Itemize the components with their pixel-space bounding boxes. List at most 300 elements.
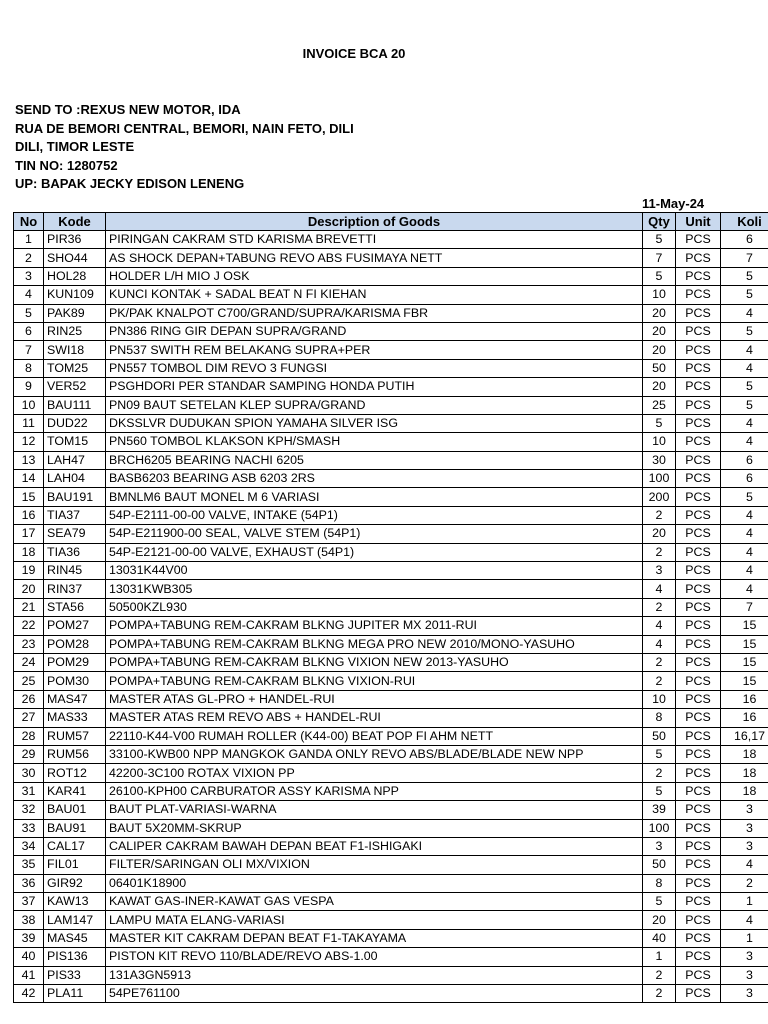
cell-unit: PCS: [676, 598, 721, 616]
cell-koli: 1: [721, 893, 768, 911]
cell-unit: PCS: [676, 286, 721, 304]
cell-koli: 18: [721, 764, 768, 782]
table-row: [14, 727, 768, 745]
cell-qty: 2: [643, 598, 676, 616]
cell-qty: 8: [643, 874, 676, 892]
cell-unit: PCS: [676, 433, 721, 451]
cell-no: 5: [14, 304, 44, 322]
cell-kode: POM29: [44, 653, 106, 671]
cell-description: 06401K18900: [106, 874, 643, 892]
cell-description: PISTON KIT REVO 110/BLADE/REVO ABS-1.00: [106, 948, 643, 966]
cell-koli: 4: [721, 506, 768, 524]
cell-no: 12: [14, 433, 44, 451]
cell-qty: 20: [643, 525, 676, 543]
cell-kode: TIA36: [44, 543, 106, 561]
cell-description: POMPA+TABUNG REM-CAKRAM BLKNG VIXION NEW 2013-YASUHO: [106, 653, 643, 671]
table-row: [14, 267, 768, 285]
recipient-address-block: [15, 101, 354, 194]
cell-qty: 4: [643, 580, 676, 598]
cell-kode: VER52: [44, 378, 106, 396]
cell-description: BMNLM6 BAUT MONEL M 6 VARIASI: [106, 488, 643, 506]
cell-koli: 5: [721, 267, 768, 285]
cell-kode: MAS33: [44, 709, 106, 727]
cell-no: 42: [14, 985, 44, 1003]
cell-description: PN560 TOMBOL KLAKSON KPH/SMASH: [106, 433, 643, 451]
cell-description: PN09 BAUT SETELAN KLEP SUPRA/GRAND: [106, 396, 643, 414]
cell-no: 30: [14, 764, 44, 782]
cell-no: 23: [14, 635, 44, 653]
cell-qty: 20: [643, 304, 676, 322]
cell-qty: 5: [643, 782, 676, 800]
cell-unit: PCS: [676, 267, 721, 285]
cell-unit: PCS: [676, 617, 721, 635]
table-row: [14, 580, 768, 598]
address-line-2: DILI, TIMOR LESTE: [15, 139, 135, 155]
cell-kode: MAS47: [44, 690, 106, 708]
cell-no: 6: [14, 322, 44, 340]
table-row: [14, 966, 768, 984]
table-row: [14, 929, 768, 947]
cell-koli: 2: [721, 874, 768, 892]
cell-no: 27: [14, 709, 44, 727]
cell-qty: 5: [643, 745, 676, 763]
cell-description: FILTER/SARINGAN OLI MX/VIXION: [106, 856, 643, 874]
table-row: [14, 745, 768, 763]
cell-qty: 10: [643, 690, 676, 708]
table-row: [14, 598, 768, 616]
cell-description: POMPA+TABUNG REM-CAKRAM BLKNG JUPITER MX 2011-RUI: [106, 617, 643, 635]
table-row: [14, 525, 768, 543]
cell-no: 31: [14, 782, 44, 800]
cell-no: 22: [14, 617, 44, 635]
cell-qty: 2: [643, 672, 676, 690]
cell-koli: 3: [721, 819, 768, 837]
table-row: [14, 893, 768, 911]
cell-description: BAUT PLAT-VARIASI-WARNA: [106, 801, 643, 819]
cell-no: 9: [14, 378, 44, 396]
cell-no: 18: [14, 543, 44, 561]
cell-qty: 7: [643, 249, 676, 267]
cell-koli: 5: [721, 396, 768, 414]
table-row: [14, 635, 768, 653]
cell-koli: 5: [721, 378, 768, 396]
cell-qty: 20: [643, 322, 676, 340]
cell-koli: 5: [721, 488, 768, 506]
cell-qty: 20: [643, 378, 676, 396]
cell-no: 41: [14, 966, 44, 984]
cell-no: 15: [14, 488, 44, 506]
cell-description: PN557 TOMBOL DIM REVO 3 FUNGSI: [106, 359, 643, 377]
table-row: [14, 653, 768, 671]
table-row: [14, 562, 768, 580]
cell-no: 10: [14, 396, 44, 414]
cell-no: 11: [14, 414, 44, 432]
cell-no: 8: [14, 359, 44, 377]
cell-koli: 4: [721, 856, 768, 874]
cell-unit: PCS: [676, 874, 721, 892]
cell-kode: PAK89: [44, 304, 106, 322]
cell-kode: SHO44: [44, 249, 106, 267]
cell-qty: 2: [643, 985, 676, 1003]
cell-kode: KAR41: [44, 782, 106, 800]
cell-kode: RIN25: [44, 322, 106, 340]
cell-koli: 16,17: [721, 727, 768, 745]
cell-qty: 10: [643, 433, 676, 451]
table-row: [14, 856, 768, 874]
table-row: [14, 249, 768, 267]
cell-description: 13031KWB305: [106, 580, 643, 598]
cell-unit: PCS: [676, 470, 721, 488]
table-header-row: [14, 213, 768, 231]
cell-kode: SWI18: [44, 341, 106, 359]
cell-qty: 39: [643, 801, 676, 819]
cell-no: 35: [14, 856, 44, 874]
cell-no: 37: [14, 893, 44, 911]
cell-koli: 3: [721, 985, 768, 1003]
cell-koli: 1: [721, 929, 768, 947]
cell-description: 33100-KWB00 NPP MANGKOK GANDA ONLY REVO ABS/BLADE/BLADE NEW NPP: [106, 745, 643, 763]
cell-qty: 5: [643, 893, 676, 911]
cell-koli: 5: [721, 286, 768, 304]
cell-kode: BAU91: [44, 819, 106, 837]
cell-unit: PCS: [676, 966, 721, 984]
cell-qty: 100: [643, 470, 676, 488]
cell-kode: TOM25: [44, 359, 106, 377]
cell-unit: PCS: [676, 414, 721, 432]
cell-description: 26100-KPH00 CARBURATOR ASSY KARISMA NPP: [106, 782, 643, 800]
cell-no: 26: [14, 690, 44, 708]
cell-no: 39: [14, 929, 44, 947]
cell-description: 54P-E2111-00-00 VALVE, INTAKE (54P1): [106, 506, 643, 524]
table-row: [14, 488, 768, 506]
cell-description: 54PE761100: [106, 985, 643, 1003]
cell-kode: POM28: [44, 635, 106, 653]
cell-koli: 15: [721, 653, 768, 671]
table-row: [14, 801, 768, 819]
cell-koli: 4: [721, 414, 768, 432]
cell-no: 19: [14, 562, 44, 580]
cell-unit: PCS: [676, 562, 721, 580]
cell-qty: 30: [643, 451, 676, 469]
cell-description: PN537 SWITH REM BELAKANG SUPRA+PER: [106, 341, 643, 359]
cell-no: 28: [14, 727, 44, 745]
cell-no: 24: [14, 653, 44, 671]
table-row: [14, 396, 768, 414]
cell-qty: 4: [643, 635, 676, 653]
cell-unit: PCS: [676, 801, 721, 819]
cell-no: 20: [14, 580, 44, 598]
table-row: [14, 782, 768, 800]
cell-koli: 4: [721, 543, 768, 561]
cell-koli: 4: [721, 911, 768, 929]
cell-kode: LAH47: [44, 451, 106, 469]
cell-no: 40: [14, 948, 44, 966]
table-row: [14, 819, 768, 837]
cell-unit: PCS: [676, 322, 721, 340]
cell-description: BRCH6205 BEARING NACHI 6205: [106, 451, 643, 469]
table-row: [14, 470, 768, 488]
table-row: [14, 672, 768, 690]
cell-no: 14: [14, 470, 44, 488]
table-row: [14, 506, 768, 524]
cell-qty: 3: [643, 837, 676, 855]
cell-kode: BAU191: [44, 488, 106, 506]
cell-unit: PCS: [676, 911, 721, 929]
cell-koli: 3: [721, 966, 768, 984]
cell-unit: PCS: [676, 690, 721, 708]
cell-unit: PCS: [676, 525, 721, 543]
cell-unit: PCS: [676, 727, 721, 745]
cell-unit: PCS: [676, 359, 721, 377]
cell-koli: 4: [721, 359, 768, 377]
cell-description: CALIPER CAKRAM BAWAH DEPAN BEAT F1-ISHIGAKI: [106, 837, 643, 855]
cell-koli: 16: [721, 690, 768, 708]
cell-unit: PCS: [676, 782, 721, 800]
cell-qty: 50: [643, 727, 676, 745]
cell-kode: PIS33: [44, 966, 106, 984]
cell-no: 7: [14, 341, 44, 359]
cell-koli: 16: [721, 709, 768, 727]
cell-unit: PCS: [676, 451, 721, 469]
cell-unit: PCS: [676, 653, 721, 671]
cell-description: MASTER ATAS GL-PRO + HANDEL-RUI: [106, 690, 643, 708]
cell-description: MASTER KIT CAKRAM DEPAN BEAT F1-TAKAYAMA: [106, 929, 643, 947]
header-description: Description of Goods: [106, 213, 643, 231]
cell-description: POMPA+TABUNG REM-CAKRAM BLKNG MEGA PRO NEW 2010/MONO-YASUHO: [106, 635, 643, 653]
cell-koli: 6: [721, 451, 768, 469]
cell-koli: 3: [721, 837, 768, 855]
table-row: [14, 948, 768, 966]
cell-description: KAWAT GAS-INER-KAWAT GAS VESPA: [106, 893, 643, 911]
cell-qty: 40: [643, 929, 676, 947]
cell-no: 21: [14, 598, 44, 616]
goods-table: [13, 212, 768, 1003]
cell-description: 42200-3C100 ROTAX VIXION PP: [106, 764, 643, 782]
cell-qty: 5: [643, 414, 676, 432]
table-row: [14, 322, 768, 340]
cell-kode: STA56: [44, 598, 106, 616]
table-row: [14, 543, 768, 561]
cell-qty: 2: [643, 653, 676, 671]
cell-unit: PCS: [676, 341, 721, 359]
cell-kode: FIL01: [44, 856, 106, 874]
table-row: [14, 433, 768, 451]
cell-qty: 2: [643, 764, 676, 782]
invoice-title: INVOICE BCA 20: [302, 46, 406, 61]
cell-koli: 4: [721, 562, 768, 580]
cell-unit: PCS: [676, 580, 721, 598]
table-row: [14, 985, 768, 1003]
cell-koli: 4: [721, 525, 768, 543]
cell-koli: 4: [721, 341, 768, 359]
cell-description: LAMPU MATA ELANG-VARIASI: [106, 911, 643, 929]
cell-kode: HOL28: [44, 267, 106, 285]
cell-unit: PCS: [676, 764, 721, 782]
cell-unit: PCS: [676, 745, 721, 763]
cell-koli: 4: [721, 433, 768, 451]
cell-kode: GIR92: [44, 874, 106, 892]
table-row: [14, 709, 768, 727]
cell-kode: LAH04: [44, 470, 106, 488]
cell-description: 54P-E211900-00 SEAL, VALVE STEM (54P1): [106, 525, 643, 543]
table-row: [14, 414, 768, 432]
cell-unit: PCS: [676, 856, 721, 874]
table-row: [14, 874, 768, 892]
cell-description: AS SHOCK DEPAN+TABUNG REVO ABS FUSIMAYA NETT: [106, 249, 643, 267]
cell-kode: POM27: [44, 617, 106, 635]
cell-description: 50500KZL930: [106, 598, 643, 616]
table-row: [14, 911, 768, 929]
cell-unit: PCS: [676, 672, 721, 690]
cell-unit: PCS: [676, 837, 721, 855]
cell-description: PIRINGAN CAKRAM STD KARISMA BREVETTI: [106, 231, 643, 249]
cell-kode: RUM57: [44, 727, 106, 745]
cell-unit: PCS: [676, 506, 721, 524]
cell-description: HOLDER L/H MIO J OSK: [106, 267, 643, 285]
cell-unit: PCS: [676, 893, 721, 911]
cell-unit: PCS: [676, 929, 721, 947]
cell-qty: 8: [643, 709, 676, 727]
cell-unit: PCS: [676, 948, 721, 966]
cell-qty: 2: [643, 506, 676, 524]
table-row: [14, 231, 768, 249]
cell-unit: PCS: [676, 635, 721, 653]
table-row: [14, 451, 768, 469]
cell-no: 29: [14, 745, 44, 763]
tin-number: TIN NO: 1280752: [15, 157, 118, 173]
cell-qty: 4: [643, 617, 676, 635]
cell-kode: CAL17: [44, 837, 106, 855]
cell-no: 17: [14, 525, 44, 543]
cell-no: 25: [14, 672, 44, 690]
cell-koli: 18: [721, 782, 768, 800]
cell-no: 33: [14, 819, 44, 837]
send-to-line: SEND TO :REXUS NEW MOTOR, IDA: [15, 102, 241, 117]
header-kode: Kode: [44, 213, 106, 231]
cell-description: DKSSLVR DUDUKAN SPION YAMAHA SILVER ISG: [106, 414, 643, 432]
cell-unit: PCS: [676, 231, 721, 249]
cell-koli: 7: [721, 598, 768, 616]
cell-unit: PCS: [676, 985, 721, 1003]
cell-description: 131A3GN5913: [106, 966, 643, 984]
cell-kode: ROT12: [44, 764, 106, 782]
attention-line: UP: BAPAK JECKY EDISON LENENG: [15, 176, 245, 192]
header-qty: Qty: [643, 213, 676, 231]
cell-unit: PCS: [676, 543, 721, 561]
table-row: [14, 359, 768, 377]
cell-kode: BAU01: [44, 801, 106, 819]
cell-unit: PCS: [676, 396, 721, 414]
cell-koli: 3: [721, 801, 768, 819]
cell-kode: RIN37: [44, 580, 106, 598]
cell-koli: 6: [721, 231, 768, 249]
cell-no: 34: [14, 837, 44, 855]
cell-kode: DUD22: [44, 414, 106, 432]
cell-qty: 100: [643, 819, 676, 837]
table-row: [14, 341, 768, 359]
cell-no: 4: [14, 286, 44, 304]
cell-description: POMPA+TABUNG REM-CAKRAM BLKNG VIXION-RUI: [106, 672, 643, 690]
cell-qty: 5: [643, 267, 676, 285]
cell-qty: 20: [643, 911, 676, 929]
cell-koli: 15: [721, 635, 768, 653]
cell-unit: PCS: [676, 378, 721, 396]
cell-description: 22110-K44-V00 RUMAH ROLLER (K44-00) BEAT POP FI AHM NETT: [106, 727, 643, 745]
table-row: [14, 690, 768, 708]
cell-koli: 15: [721, 672, 768, 690]
cell-koli: 4: [721, 304, 768, 322]
cell-kode: KUN109: [44, 286, 106, 304]
cell-kode: PIS136: [44, 948, 106, 966]
cell-qty: 3: [643, 562, 676, 580]
cell-unit: PCS: [676, 304, 721, 322]
cell-no: 2: [14, 249, 44, 267]
cell-no: 3: [14, 267, 44, 285]
cell-kode: PIR36: [44, 231, 106, 249]
cell-koli: 7: [721, 249, 768, 267]
table-row: [14, 286, 768, 304]
header-no: No: [14, 213, 44, 231]
cell-kode: PLA11: [44, 985, 106, 1003]
cell-unit: PCS: [676, 819, 721, 837]
cell-koli: 6: [721, 470, 768, 488]
cell-kode: TIA37: [44, 506, 106, 524]
cell-qty: 2: [643, 543, 676, 561]
cell-description: MASTER ATAS REM REVO ABS + HANDEL-RUI: [106, 709, 643, 727]
cell-qty: 1: [643, 948, 676, 966]
cell-description: 13031K44V00: [106, 562, 643, 580]
cell-no: 16: [14, 506, 44, 524]
cell-kode: TOM15: [44, 433, 106, 451]
cell-qty: 20: [643, 341, 676, 359]
cell-koli: 18: [721, 745, 768, 763]
cell-kode: POM30: [44, 672, 106, 690]
cell-description: PSGHDORI PER STANDAR SAMPING HONDA PUTIH: [106, 378, 643, 396]
cell-koli: 4: [721, 580, 768, 598]
cell-kode: LAM147: [44, 911, 106, 929]
cell-description: BASB6203 BEARING ASB 6203 2RS: [106, 470, 643, 488]
cell-no: 32: [14, 801, 44, 819]
cell-kode: BAU111: [44, 396, 106, 414]
cell-kode: KAW13: [44, 893, 106, 911]
cell-koli: 3: [721, 948, 768, 966]
table-row: [14, 764, 768, 782]
table-row: [14, 304, 768, 322]
cell-kode: MAS45: [44, 929, 106, 947]
cell-qty: 25: [643, 396, 676, 414]
cell-qty: 50: [643, 856, 676, 874]
cell-no: 36: [14, 874, 44, 892]
cell-unit: PCS: [676, 709, 721, 727]
cell-koli: 15: [721, 617, 768, 635]
header-koli: Koli: [721, 213, 768, 231]
cell-kode: RUM56: [44, 745, 106, 763]
cell-qty: 10: [643, 286, 676, 304]
cell-description: KUNCI KONTAK + SADAL BEAT N FI KIEHAN: [106, 286, 643, 304]
cell-koli: 5: [721, 322, 768, 340]
cell-qty: 2: [643, 966, 676, 984]
cell-qty: 200: [643, 488, 676, 506]
table-row: [14, 378, 768, 396]
cell-no: 38: [14, 911, 44, 929]
cell-qty: 50: [643, 359, 676, 377]
table-row: [14, 617, 768, 635]
address-line-1: RUA DE BEMORI CENTRAL, BEMORI, NAIN FETO, DILI: [15, 120, 354, 136]
cell-kode: SEA79: [44, 525, 106, 543]
cell-description: PK/PAK KNALPOT C700/GRAND/SUPRA/KARISMA FBR: [106, 304, 643, 322]
cell-qty: 5: [643, 231, 676, 249]
table-row: [14, 837, 768, 855]
